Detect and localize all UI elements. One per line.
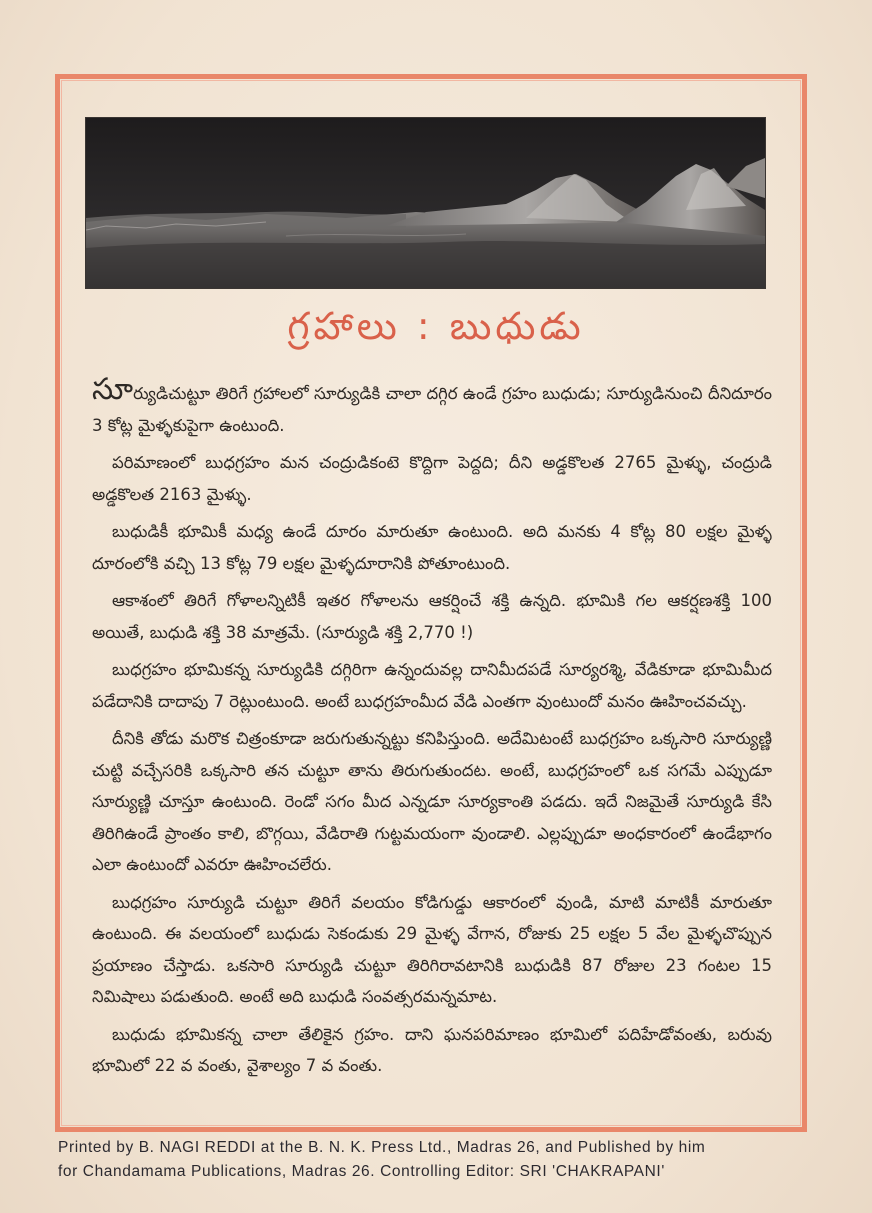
paragraph: బుధుడికీ భూమికీ మధ్య ఉండే దూరం మారుతూ ఉంటుంది. అది మనకు 4 కోట్ల 80 లక్షల మైళ్ళ దూరంలోకి వచ్చి 13 కోట్ల 79 లక్షల మైళ్ళదూరానికి పోతూంటుంది. [92,522,772,573]
dropcap: సూ [92,372,134,407]
paragraph: దీనికి తోడు మరొక చిత్రంకూడా జరుగుతున్నట్టు కనిపిస్తుంది. అదేమిటంటే బుధగ్రహం ఒక్కసారి సూర్యుణ్ణి చుట్టి వచ్చేసరికి ఒక్కసారి తన చుట్టూ తాను తిరుగుతుందట. అంటే, బుధగ్రహంలో ఒక సగమే ఎప్పుడూ సూర్యుణ్ణి చూస్తూ ఉంటుంది. రెండో సగం మీద ఎన్నడూ సూర్యకాంతి పడదు. ఇదే నిజమైతే సూర్యుడి కేసి తిరిగిఉండే ప్రాంతం కాలి, బొగ్గయి, వేడిరాతి గుట్టమయంగా వుండాలి. ఎల్లప్పుడూ అంధకారంలో ఉండేభాగం ఎలా ఉంటుందో ఎవరూ ఊహించలేరు. [92,729,772,874]
paragraph: ఆకాశంలో తిరిగే గోళాలన్నిటికీ ఇతర గోళాలను ఆకర్షించే శక్తి ఉన్నది. భూమికి గల ఆకర్షణశక్తి 100 అయితే, బుధుడి శక్తి 38 మాత్రమే. (సూర్యుడి శక్తి 2,770 !) [92,591,772,642]
landscape-image [86,118,765,288]
paragraph: పరిమాణంలో బుధగ్రహం మన చంద్రుడికంటె కొద్దిగా పెద్దది; దీని అడ్డకొలత 2765 మైళ్ళు, చంద్రుడి అడ్డకొలత 2163 మైళ్ళు. [92,453,772,504]
paragraph: బుధగ్రహం భూమికన్న సూర్యుడికి దగ్గిరిగా ఉన్నందువల్ల దానిమీదపడే సూర్యరశ్మి, వేడికూడా భూమిమీద పడేదానికి దాదాపు 7 రెట్లుంటుంది. అంటే బుధగ్రహంమీద వేడి ఎంతగా వుంటుందో మనం ఊహించవచ్చు. [92,660,772,711]
imprint-line-1: Printed by B. NAGI REDDI at the B. N. K. Press Ltd., Madras 26, and Published by him [58,1139,706,1156]
imprint-line-2: for Chandamama Publications, Madras 26. Controlling Editor: SRI 'CHAKRAPANI' [58,1163,665,1180]
mercury-landscape-illustration [85,117,766,289]
paragraph [92,372,772,441]
paragraph-text: ర్యుడిచుట్టూ తిరిగే గ్రహాలలో సూర్యుడికి చాలా దగ్గిర ఉండే గ్రహం బుధుడు; సూర్యుడినుంచి దీనిదూరం 3 కోట్ల మైళ్ళకుపైగా ఉంటుంది. [92,384,772,435]
paragraph: బుధుడు భూమికన్న చాలా తేలికైన గ్రహం. దాని ఘనపరిమాణం భూమిలో పదిహేడోవంతు, బరువు భూమిలో 22 వ వంతు, వైశాల్యం 7 వ వంతు. [92,1024,772,1075]
paragraph: బుధగ్రహం సూర్యుడి చుట్టూ తిరిగే వలయం కోడిగుడ్డు ఆకారంలో వుండి, మాటి మాటికీ మారుతూ ఉంటుంది. ఈ వలయంలో బుధుడు సెకండుకు 29 మైళ్ళ వేగాన, రోజుకు 25 లక్షల 5 వేల మైళ్ళచొప్పున ప్రయాణం చేస్తాడు. ఒకసారి సూర్యుడి చుట్టూ తిరిగిరావటానికి బుధుడికి 87 రోజుల 23 గంటల 15 నిమిషాలు పడుతుంది. అంటే అది బుధుడి సంవత్సరమన్నమాట. [92,892,772,1006]
publisher-imprint [58,1136,838,1184]
page-title: గ్రహాలు : బుధుడు [287,304,585,348]
article-body [92,372,772,1088]
